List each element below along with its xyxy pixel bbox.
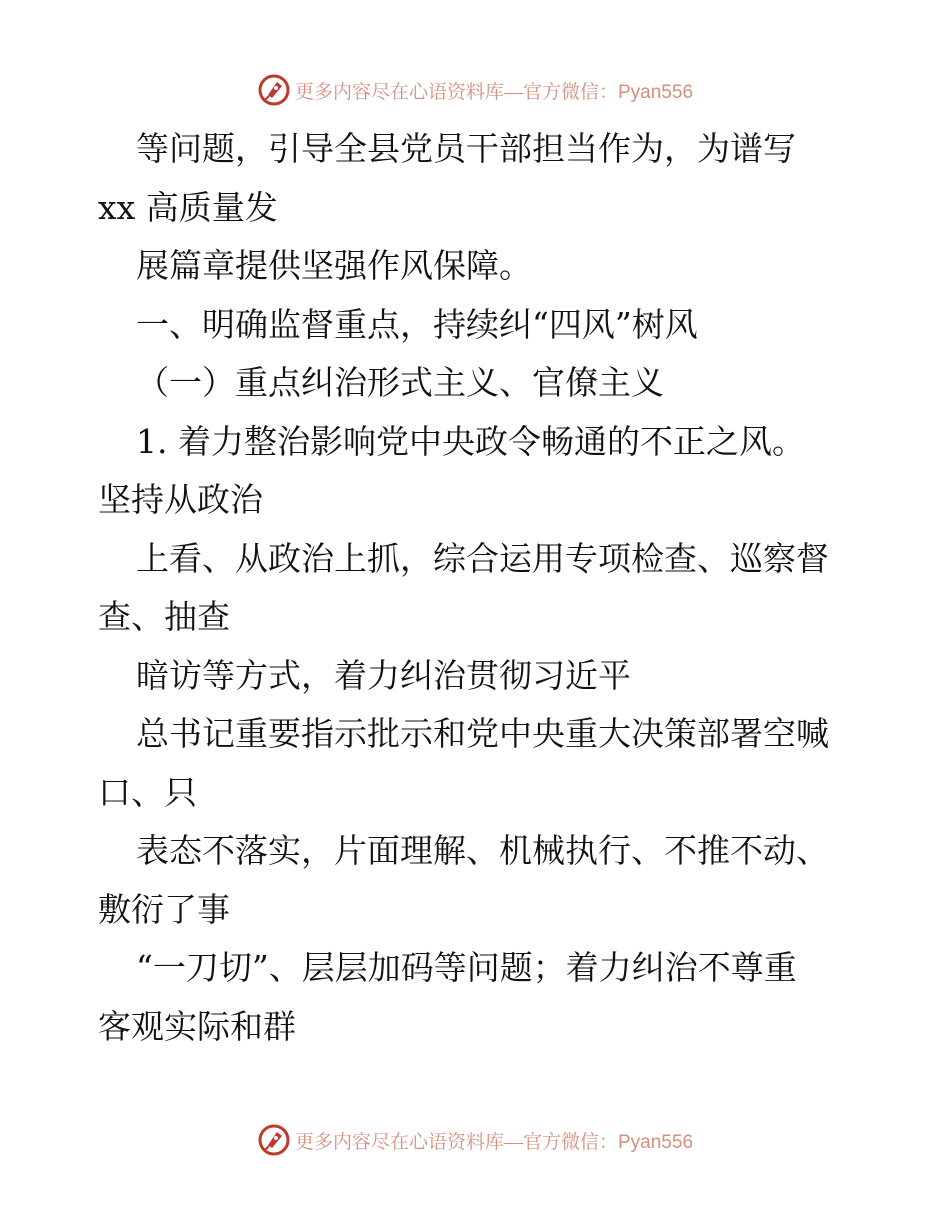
text-line: 查、抽查 bbox=[98, 597, 230, 636]
section-heading: 一、明确监督重点，持续纠“四风”树风 bbox=[136, 304, 698, 344]
header-watermark-text bbox=[295, 77, 693, 104]
footer-watermark bbox=[0, 1120, 950, 1160]
text-line: 等问题，引导全县党员干部担当作为，为谱写 bbox=[136, 129, 796, 168]
footer-wechat-id: Pyan556 bbox=[618, 1131, 694, 1153]
footer-brand-text: 更多内容尽在心语资料库 bbox=[294, 1131, 504, 1153]
pen-nib-circle-icon bbox=[257, 73, 291, 107]
header-wechat-id: Pyan556 bbox=[618, 81, 694, 103]
header-wechat-label: 官方微信： bbox=[522, 81, 618, 103]
text-line: 表态不落实，片面理解、机械执行、不推不动、 bbox=[136, 831, 829, 870]
text-line: 口、只 bbox=[98, 772, 197, 812]
subsection-heading: （一）重点纠治形式主义、官僚主义 bbox=[136, 363, 664, 402]
text-line: 暗访等方式，着力纠治贯彻习近平 bbox=[136, 655, 631, 695]
text-line: 总书记重要指示批示和党中央重大决策部署空喊 bbox=[136, 714, 829, 753]
text-line: 上看、从政治上抓，综合运用专项检查、巡察督 bbox=[136, 538, 829, 578]
header-brand-text: 更多内容尽在心语资料库 bbox=[294, 81, 504, 103]
text-line: 客观实际和群 bbox=[98, 1006, 296, 1046]
pen-nib-circle-icon bbox=[257, 1123, 291, 1157]
document-body bbox=[98, 120, 858, 1056]
text-line: “一刀切”、层层加码等问题；着力纠治不尊重 bbox=[136, 948, 797, 987]
text-line: 展篇章提供坚强作风保障。 bbox=[136, 246, 532, 285]
text-line: 敷衍了事 bbox=[98, 889, 230, 929]
footer-separator: — bbox=[503, 1131, 523, 1153]
footer-watermark-text bbox=[295, 1127, 693, 1154]
header-watermark bbox=[0, 70, 950, 110]
header-separator: — bbox=[503, 81, 523, 103]
text-line: xx 高质量发 bbox=[98, 187, 278, 227]
text-line: 坚持从政治 bbox=[98, 480, 263, 519]
footer-wechat-label: 官方微信： bbox=[522, 1131, 618, 1153]
text-line: 1. 着力整治影响党中央政令畅通的不正之风。 bbox=[136, 421, 805, 461]
